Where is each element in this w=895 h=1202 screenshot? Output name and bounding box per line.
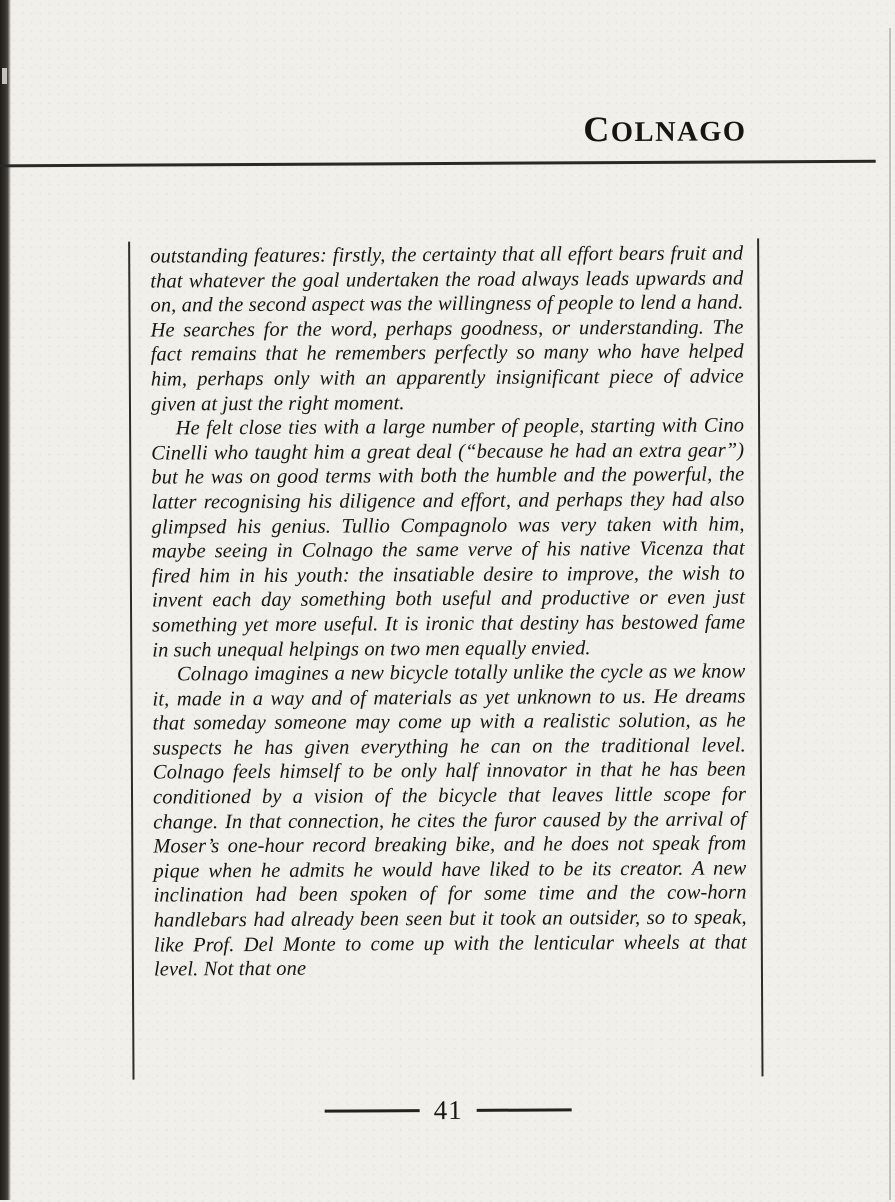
framed-text-block [128,238,763,1079]
paragraph: He felt close ties with a large number of people, starting with Cino Cinelli who taught him a great deal (“because he had an extra gear”) but he was on good terms with both the humble and the powerful, the latter recognising his diligence and effort, and perhaps they had also glimpsed his genius. Tullio Compagnolo was very taken with him, maybe seeing in Colnago the same verve of his native Vicenza that fired him in his youth: the insatiable desire to improve, the wish to invent each day something both useful and productive or even just something yet more useful. It is ironic that destiny has bestowed fame in such unequal helpings on two men equally envied. [151,414,746,662]
page-number: 41 [433,1094,463,1126]
header-rule [0,160,876,168]
folio-left-rule [325,1109,420,1112]
paragraph: outstanding features: firstly, the certainty that all effort bears fruit and that whatever the goal undertaken the road always leads upwards and on, and the second aspect was the willingness of people to lend a hand. He searches for the word, perhaps goodness, or understanding. The fact remains that he remembers perfectly so many who have helped him, perhaps only with an apparently insignificant piece of advice given at just the right moment. [150,242,744,416]
paragraph: Colnago imagines a new bicycle totally unlike the cycle as we know it, made in a way and of materials as yet unknown to us. He dreams that someday someone may come up with a realistic solution, as he suspects he has given everything he can on the traditional level. Colnago feels himself to be only half innovator in that he has been conditioned by a vision of the bicycle that leaves little scope for change. In that connection, he cites the furor caused by the arrival of Moser’s one-hour record breaking bike, and he does not speak from pique when he admits he would have liked to be its creator. A new inclination had been spoken of for some time and the cow-horn handlebars had already been seen but it took an outsider, so to speak, like Prof. Del Monte to come up with the lenticular wheels at that level. Not that one [152,660,747,981]
folio [133,1095,764,1125]
running-head-initial: C [583,109,611,150]
article-body [150,241,747,982]
running-head-rest: OLNAGO [610,116,747,149]
folio-right-rule [477,1108,572,1111]
running-head-title [583,109,747,150]
